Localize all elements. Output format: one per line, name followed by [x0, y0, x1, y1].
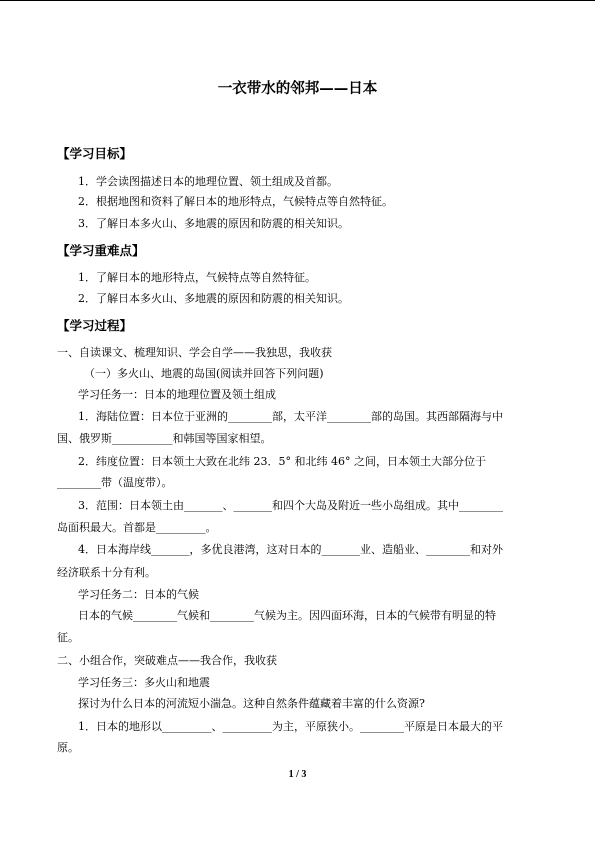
process-line: 探讨为什么日本的河流短小湍急。这种自然条件蕴藏着丰富的什么资源? [78, 697, 425, 710]
process-line: 3．范围：日本领土由_______、_______和四个大岛及附近一些小岛组成。其中________ [78, 499, 503, 512]
process-line: 学习任务一：日本的地理位置及领土组成 [78, 388, 276, 401]
page-number: 1 / 3 [288, 769, 307, 780]
process-line: 征。 [57, 631, 79, 644]
process-line: 学习任务二：日本的气候 [78, 588, 199, 601]
process-line: 2．纬度位置：日本领土大致在北纬 23．5° 和北纬 46° 之间，日本领土大部分位于 [78, 455, 486, 468]
process-line: 1．日本的地形以_________、_________为主，平原狭小。________平原是日本最大的平 [78, 720, 503, 733]
process-line: 4．日本海岸线_______，多优良港湾，这对日本的_______业、造船业、________和对外 [78, 543, 503, 556]
key-point-item: 1．了解日本的地形特点，气候特点等自然特征。 [78, 271, 316, 284]
process-line: ________带（温度带）。 [57, 476, 173, 489]
process-line: 经济联系十分有利。 [57, 566, 156, 579]
heading-goals: 【学习目标】 [57, 146, 133, 161]
heading-key-points: 【学习重难点】 [57, 243, 145, 258]
process-line: 1．海陆位置：日本位于亚洲的________部，太平洋________部的岛国。其西部隔海与中 [78, 410, 503, 423]
key-point-item: 2．了解日本多火山、多地震的原因和防震的相关知识。 [78, 292, 349, 305]
process-line: 原。 [57, 741, 79, 754]
process-line: 岛面积最大。首都是_________。 [57, 521, 217, 534]
process-line: 日本的气候________气候和________气候为主。因四面环海，日本的气候带有明显的特 [78, 609, 496, 622]
goal-item: 1．学会读图描述日本的地理位置、领土组成及首都。 [78, 175, 338, 188]
page-title: 一衣带水的邻邦——日本 [217, 81, 378, 97]
process-line: 国、俄罗斯___________和韩国等国家相望。 [57, 432, 272, 445]
page-top-rule [0, 0, 595, 1]
heading-process: 【学习过程】 [57, 318, 133, 333]
process-line: 二、小组合作，突破难点——我合作，我收获 [57, 654, 277, 667]
process-line: （一）多火山、地震的岛国(阅读并回答下列问题) [84, 367, 324, 380]
goal-item: 3．了解日本多火山、多地震的原因和防震的相关知识。 [78, 217, 349, 230]
process-line: 一、自读课文、梳理知识、学会自学——我独思，我收获 [57, 346, 332, 359]
process-line: 学习任务三：多火山和地震 [78, 676, 210, 689]
goal-item: 2．根据地图和资料了解日本的地形特点，气候特点等自然特征。 [78, 195, 393, 208]
